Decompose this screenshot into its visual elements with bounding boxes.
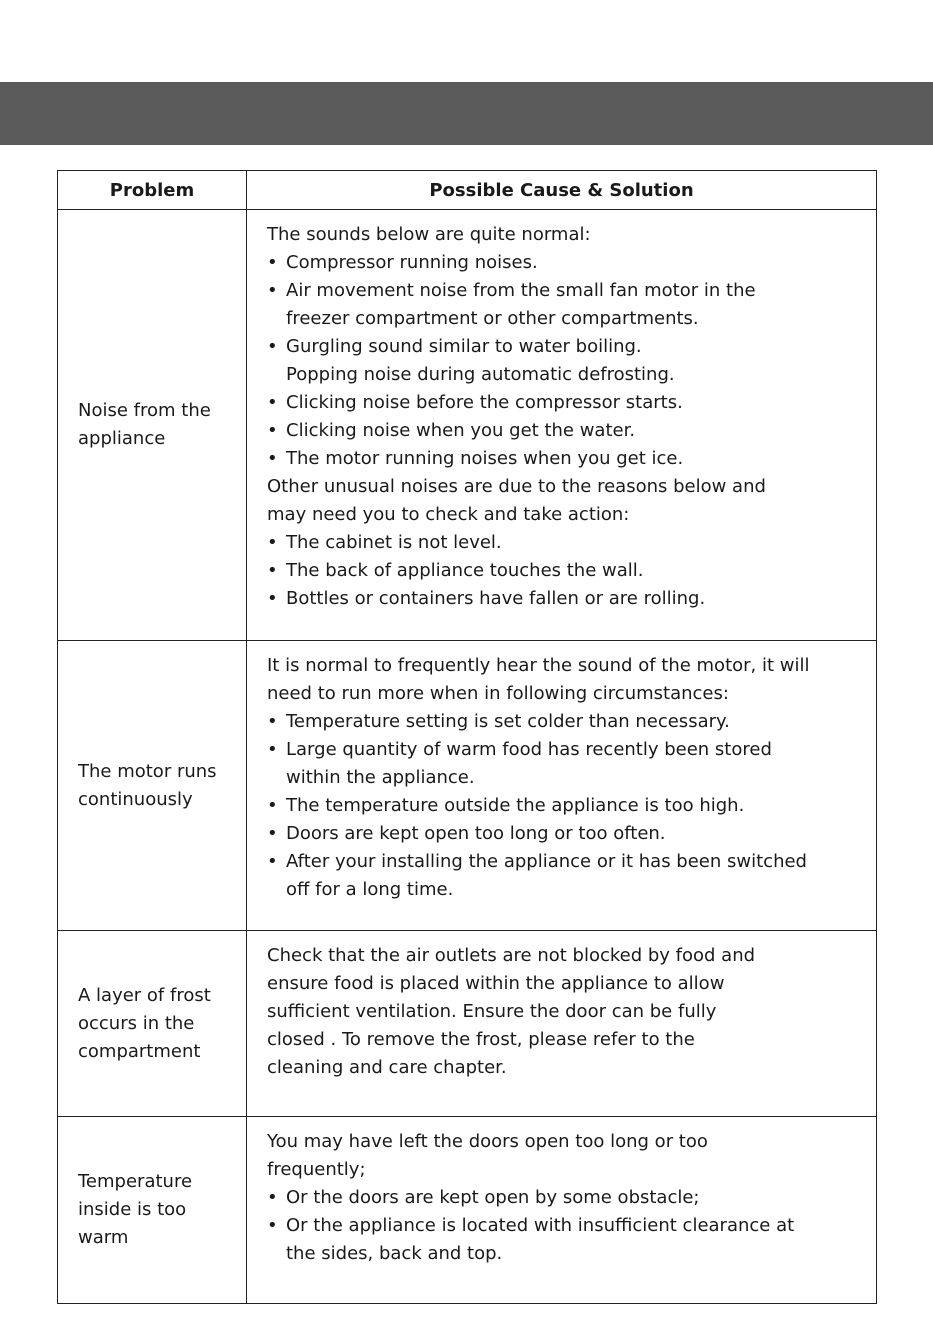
solution-column-header: Possible Cause & Solution [247,171,877,210]
bullet-item: • Or the doors are kept open by some obstacle; [267,1184,856,1212]
bullet-item: • The motor running noises when you get ice. [267,445,856,473]
problem-cell [58,641,247,931]
bullet-item: • Gurgling sound similar to water boiling. [267,333,856,361]
solution-cell [247,210,877,641]
table-row [58,1117,877,1304]
solution-text: off for a long time. [286,879,454,900]
solution-cell [247,1117,877,1304]
bullet-item: • Clicking noise before the compressor starts. [267,389,856,417]
bullet-item: • Bottles or containers have fallen or are rolling. [267,585,856,613]
table-row [58,210,877,641]
solution-text: sufficient ventilation. Ensure the door can be fully [267,1001,717,1022]
problem-text: A layer of frost [78,984,211,1006]
bullet-item: • Clicking noise when you get the water. [267,417,856,445]
problem-cell [58,210,247,641]
bullet-item: • Large quantity of warm food has recently been stored [267,736,856,764]
solution-text: the sides, back and top. [286,1243,503,1264]
solution-text: You may have left the doors open too long or too [267,1131,708,1152]
problem-text: inside is too [78,1199,187,1220]
table-row [58,641,877,931]
solution-text: It is normal to frequently hear the sound of the motor, it will [267,655,810,676]
problem-text: Noise from the [78,400,211,421]
solution-text: within the appliance. [286,767,475,788]
solution-cell [247,931,877,1117]
problem-text: compartment [78,1040,201,1062]
solution-cell [247,641,877,931]
problem-text: Temperature [78,1171,193,1192]
bullet-item: • Temperature setting is set colder than necessary. [267,708,856,736]
table-header-row [58,171,877,210]
solution-text: freezer compartment or other compartments. [286,308,699,329]
problem-text: appliance [78,428,166,449]
bullet-item: • Air movement noise from the small fan motor in the [267,277,856,305]
solution-text: Popping noise during automatic defrosting. [286,364,675,385]
solution-text: frequently; [267,1159,366,1180]
problem-text: warm [78,1227,129,1248]
problem-column-header: Problem [58,171,247,210]
problem-text: occurs in the [78,1012,195,1034]
solution-text: may need you to check and take action: [267,504,630,525]
solution-text: Other unusual noises are due to the reasons below and [267,476,766,497]
bullet-item: • Doors are kept open too long or too often. [267,820,856,848]
bullet-item: • Or the appliance is located with insufficient clearance at [267,1212,856,1240]
problem-text: continuously [78,788,193,810]
bullet-item: • After your installing the appliance or it has been switched [267,848,856,876]
bullet-item: • The temperature outside the appliance is too high. [267,792,856,820]
bullet-item: • Compressor running noises. [267,249,856,277]
solution-text: The sounds below are quite normal: [267,224,591,245]
problem-cell [58,931,247,1117]
solution-text: Check that the air outlets are not blocked by food and [267,945,756,966]
header-band [0,82,933,145]
solution-text: closed . To remove the frost, please refer to the [267,1029,695,1050]
solution-text: ensure food is placed within the appliance to allow [267,973,725,994]
troubleshooting-table [57,170,877,1304]
problem-text: The motor runs [78,760,217,782]
bullet-item: • The back of appliance touches the wall. [267,557,856,585]
solution-text: cleaning and care chapter. [267,1057,507,1078]
problem-cell [58,1117,247,1304]
table-row [58,931,877,1117]
solution-text: need to run more when in following circumstances: [267,683,729,704]
bullet-item: • The cabinet is not level. [267,529,856,557]
